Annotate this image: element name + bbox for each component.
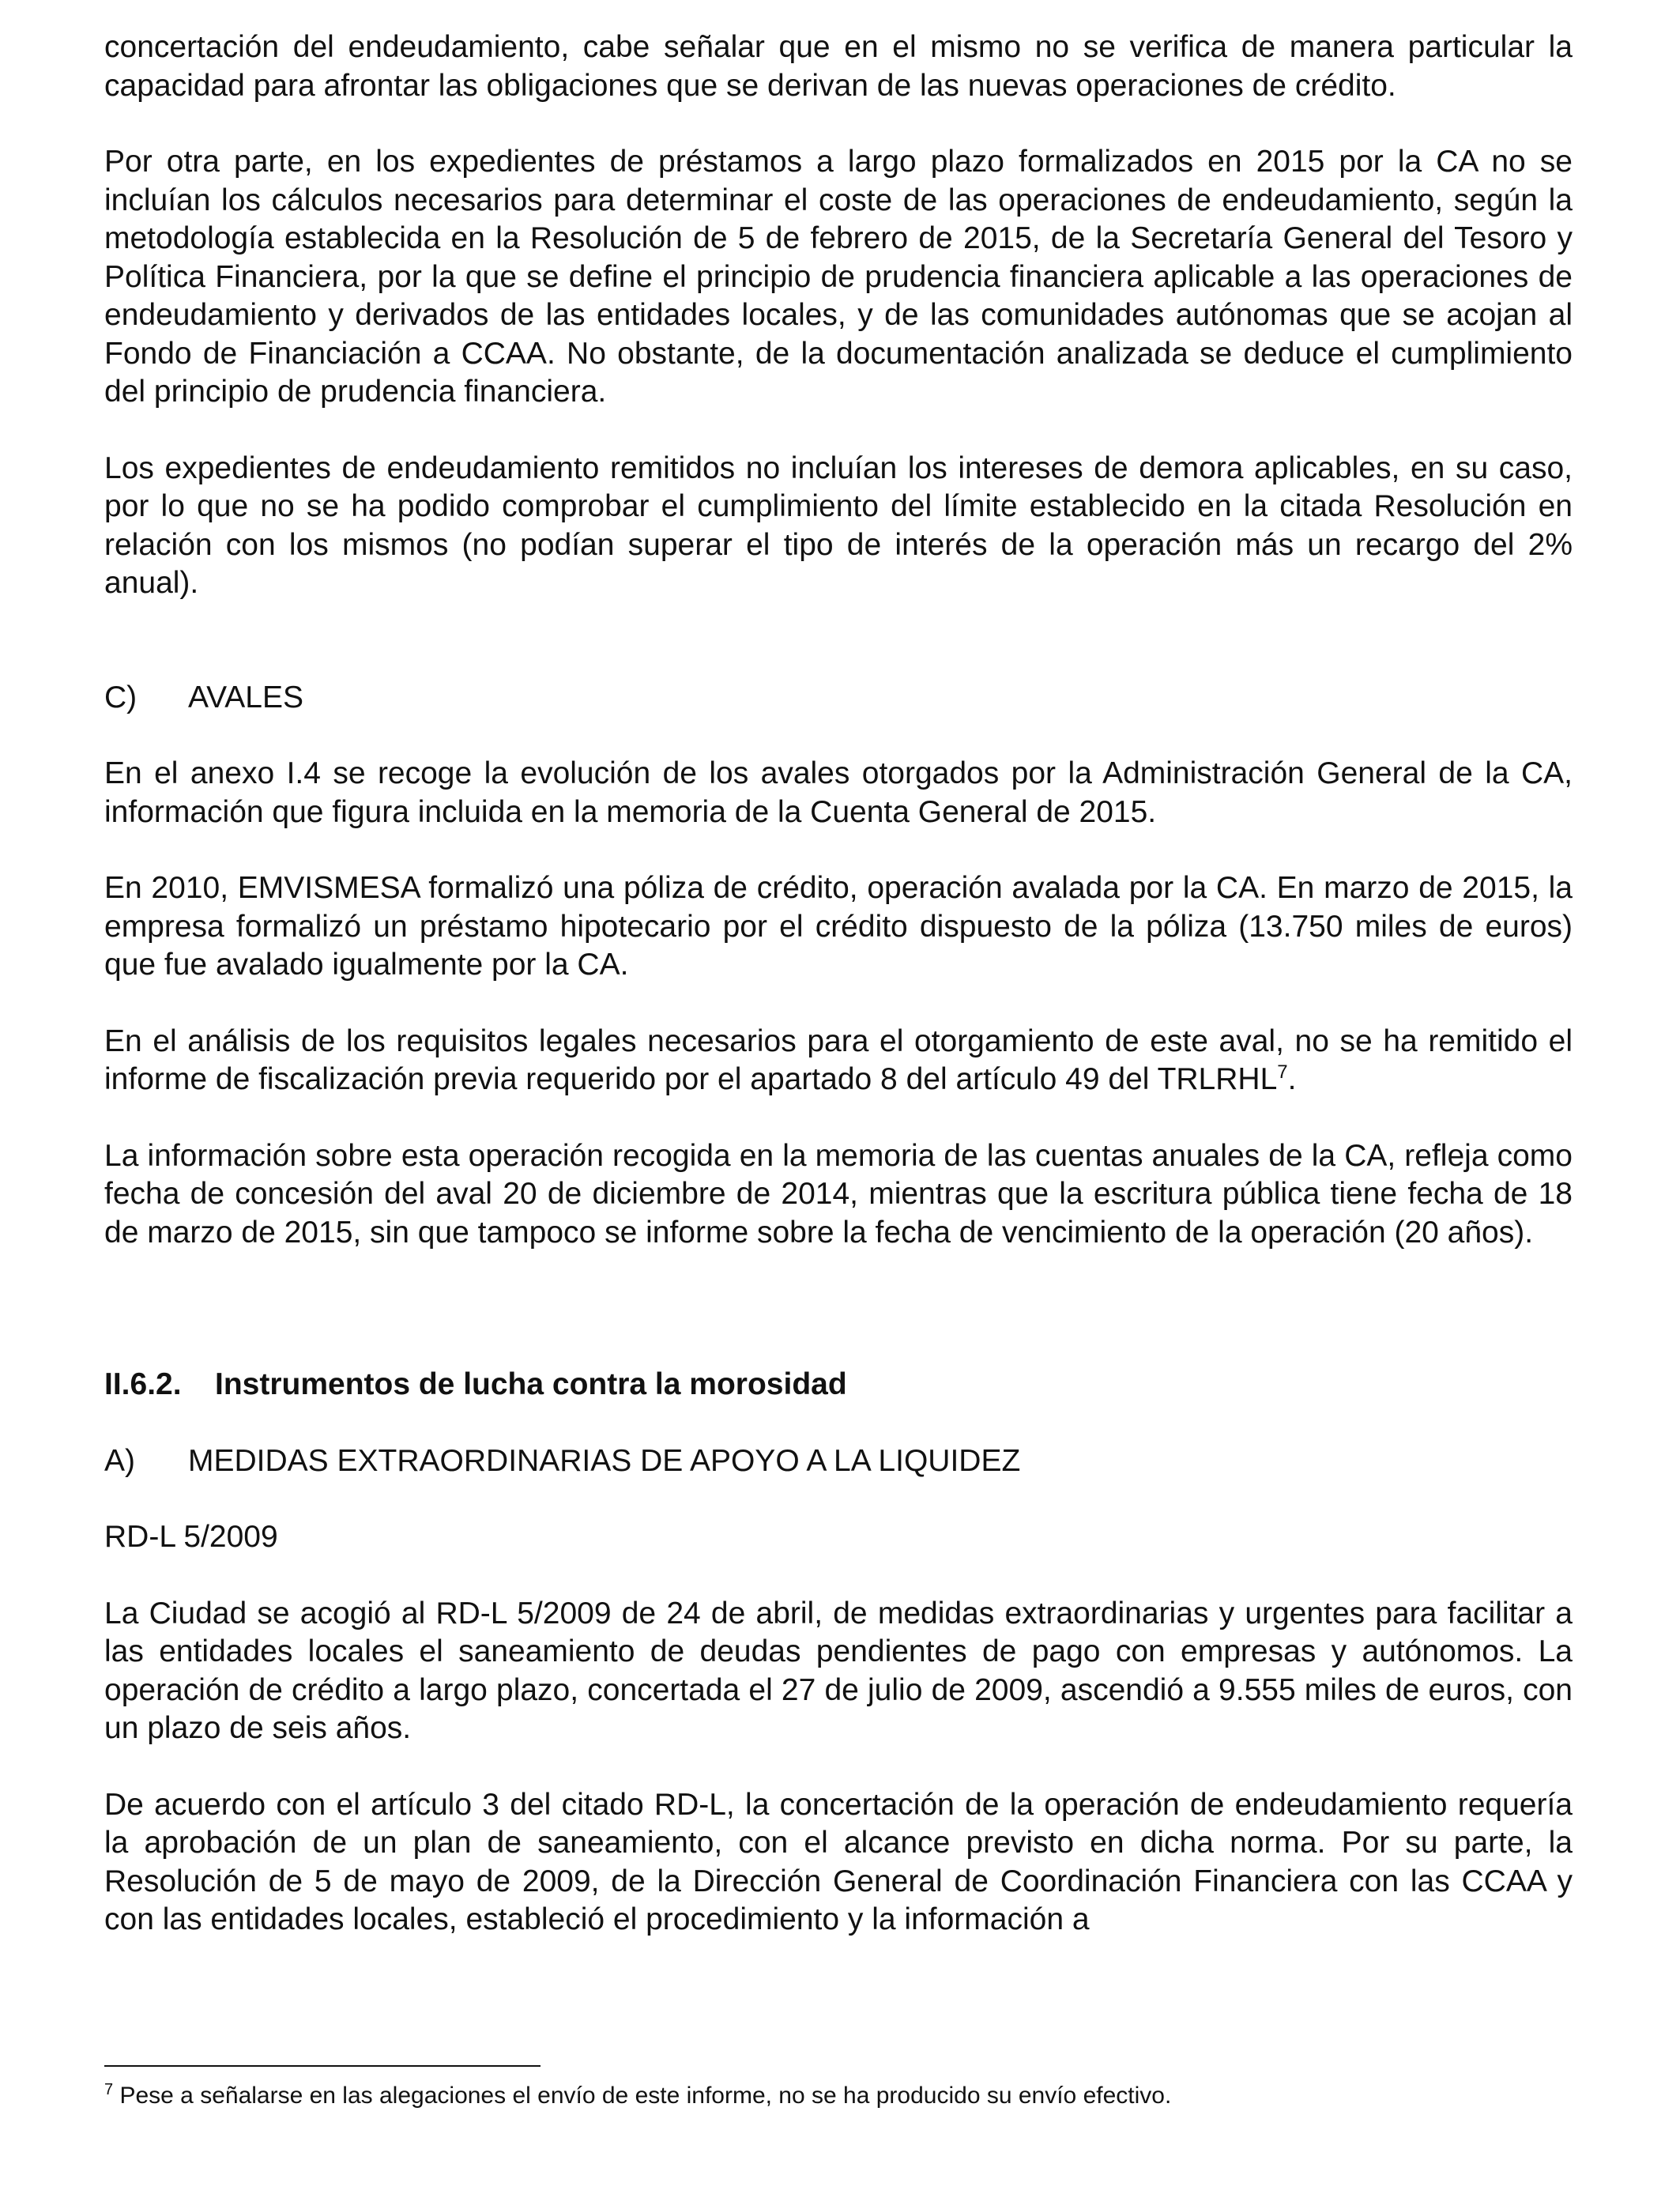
- paragraph-8: La Ciudad se acogió al RD-L 5/2009 de 24 de abril, de medidas extraordinarias y urgentes para facilitar a las entidades locales el saneamiento de deudas pendientes de pago con empresas y autónomos. La operación de crédito a largo plazo, concertada el 27 de julio de 2009, ascendió a 9.555 miles de euros, con un plazo de seis años.: [104, 1596, 1573, 1745]
- footnote: [104, 2080, 1573, 2112]
- section-heading-morosidad: [104, 1366, 1573, 1404]
- section-number: II.6.2.: [104, 1367, 182, 1401]
- paragraph-9: De acuerdo con el artículo 3 del citado RD-L, la concertación de la operación de endeudamiento requería la aprobación de un plan de saneamiento, con el alcance previsto en dicha norma. Por su parte, la Resolución de 5 de mayo de 2009, de la Dirección General de Coordinación Financiera con las CCAA y con las entidades locales, estableció el procedimiento y la información a: [104, 1787, 1573, 1936]
- section-number: C): [104, 680, 137, 714]
- page-body: [104, 28, 1573, 1940]
- footnote-marker: 7: [104, 2081, 114, 2098]
- footnote-text: Pese a señalarse en las alegaciones el envío de este informe, no se ha producido su envío efectivo.: [113, 2083, 1172, 2109]
- paragraph-3: Los expedientes de endeudamiento remitidos no incluían los intereses de demora aplicables, en su caso, por lo que no se ha podido comprobar el cumplimiento del límite establecido en la citada Resolución en relación con los mismos (no podían superar el tipo de interés de la operación más un recargo del 2% anual).: [104, 450, 1573, 600]
- paragraph-6-text: En el análisis de los requisitos legales necesarios para el otorgamiento de este aval, no se ha remitido el informe de fiscalización previa requerido por el apartado 8 del artículo 49 del TRLRHL: [104, 1023, 1573, 1096]
- paragraph-1: concertación del endeudamiento, cabe señalar que en el mismo no se verifica de manera particular la capacidad para afrontar las obligaciones que se derivan de las nuevas operaciones de crédito.: [104, 30, 1573, 103]
- section-number: A): [104, 1443, 135, 1478]
- subheading-rdl: RD-L 5/2009: [104, 1520, 278, 1554]
- section-title: MEDIDAS EXTRAORDINARIAS DE APOYO A LA LIQUIDEZ: [188, 1443, 1021, 1478]
- footnote-divider: [104, 2065, 541, 2067]
- section-heading-avales: [104, 679, 1573, 718]
- section-heading-medidas: [104, 1442, 1573, 1481]
- paragraph-4: En el anexo I.4 se recoge la evolución de los avales otorgados por la Administración General de la CA, información que figura incluida en la memoria de la Cuenta General de 2015.: [104, 756, 1573, 829]
- paragraph-2: Por otra parte, en los expedientes de préstamos a largo plazo formalizados en 2015 por la CA no se incluían los cálculos necesarios para determinar el coste de las operaciones de endeudamiento, según la metodología establecida en la Resolución de 5 de febrero de 2015, de la Secretaría General del Tesoro y Política Financiera, por la que se define el principio de prudencia financiera aplicable a las operaciones de endeudamiento y derivados de las entidades locales, y de las comunidades autónomas que se acojan al Fondo de Financiación a CCAA. No obstante, de la documentación analizada se deduce el cumplimiento del principio de prudencia financiera.: [104, 145, 1573, 409]
- footnote-reference[interactable]: 7: [1277, 1061, 1288, 1083]
- paragraph-7: La información sobre esta operación recogida en la memoria de las cuentas anuales de la CA, refleja como fecha de concesión del aval 20 de diciembre de 2014, mientras que la escritura pública tiene fecha de 18 de marzo de 2015, sin que tampoco se informe sobre la fecha de vencimiento de la operación (20 años).: [104, 1138, 1573, 1250]
- paragraph-5: En 2010, EMVISMESA formalizó una póliza de crédito, operación avalada por la CA. En marzo de 2015, la empresa formalizó un préstamo hipotecario por el crédito dispuesto de la póliza (13.750 miles de euros) que fue avalado igualmente por la CA.: [104, 871, 1573, 982]
- paragraph-6: [104, 1023, 1573, 1099]
- paragraph-6-end: .: [1287, 1062, 1297, 1096]
- section-title: Instrumentos de lucha contra la morosidad: [215, 1367, 847, 1401]
- section-title: AVALES: [188, 680, 303, 714]
